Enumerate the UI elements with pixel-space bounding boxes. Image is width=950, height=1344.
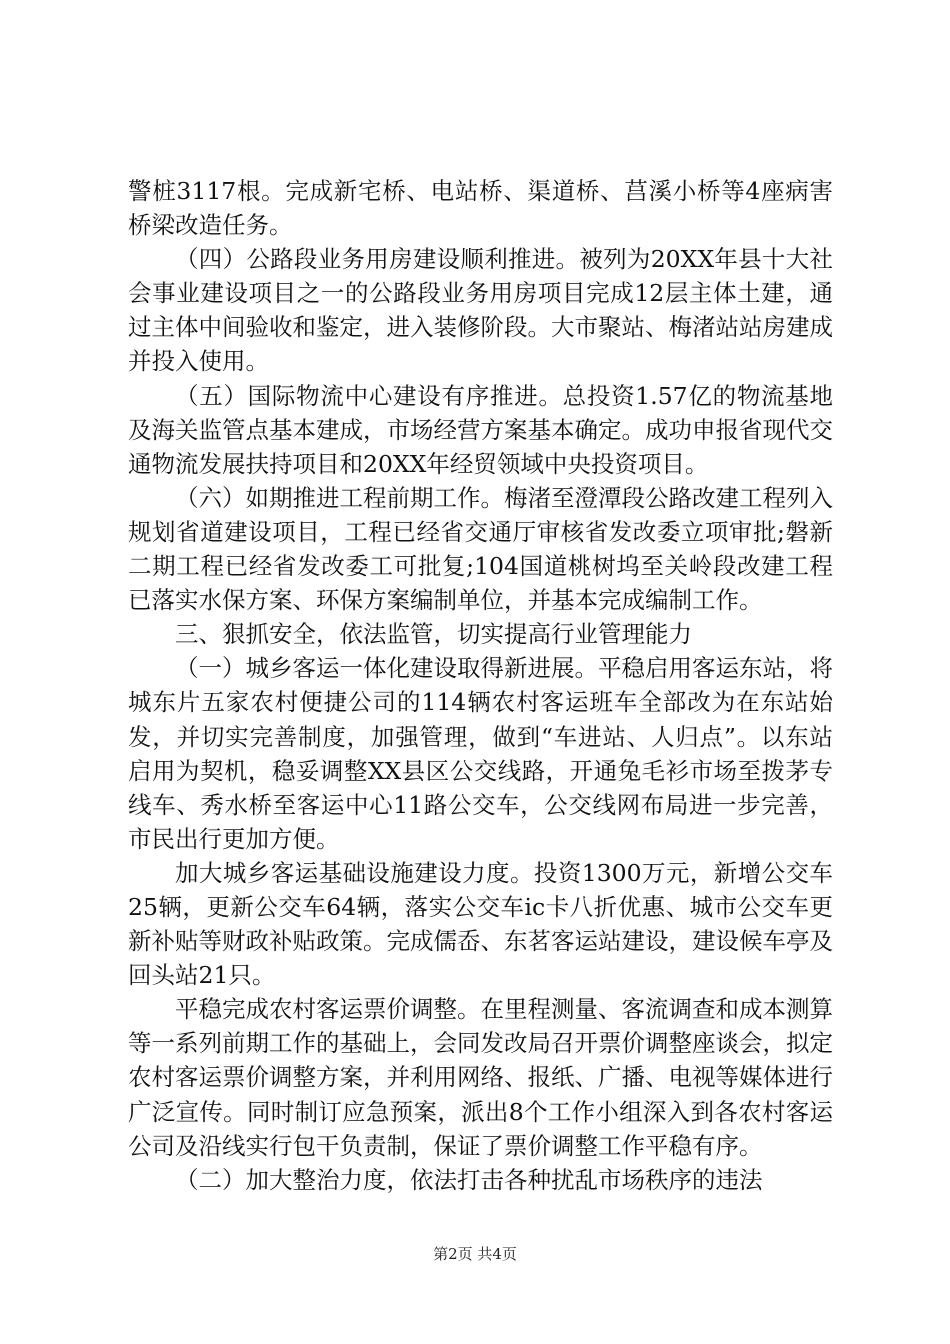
- paragraph-infrastructure: 加大城乡客运基础设施建设力度。投资1300万元，新增公交车25辆，更新公交车64辆，落实公交车ic卡八折优惠、城市公交车更新补贴等财政补贴政策。完成儒岙、东茗客运站建设，建设候车亭及回头站21只。: [128, 858, 833, 990]
- paragraph-subsection-2: （二）加大整治力度，依法打击各种扰乱市场秩序的违法: [175, 1165, 763, 1194]
- paragraph-section-5: （五）国际物流中心建设有序推进。总投资1.57亿的物流基地及海关监管点基本建成，市场经营方案基本确定。成功申报省现代交通物流发展扶持项目和20XX年经贸领域中央投资项目。: [128, 381, 833, 478]
- paragraph-section-6: （六）如期推进工程前期工作。梅渚至澄潭段公路改建工程列入规划省道建设项目，工程已经省交通厅审核省发改委立项审批;磐新二期工程已经省发改委工可批复;104国道桃树坞至关岭段改建工程已落实水保方案、环保方案编制单位，并基本完成编制工作。: [128, 483, 833, 615]
- page-footer: 第2页 共4页: [433, 1245, 517, 1263]
- section-heading-3: 三、狠抓安全，依法监管，切实提高行业管理能力: [175, 620, 692, 649]
- paragraph-continuation: 警桩3117根。完成新宅桥、电站桥、渠道桥、莒溪小桥等4座病害桥梁改造任务。: [128, 177, 833, 240]
- paragraph-subsection-1: （一）城乡客运一体化建设取得新进展。平稳启用客运东站，将城东片五家农村便捷公司的114辆农村客运班车全部改为在东站始发，并切实完善制度，加强管理，做到“车进站、人归点”。以东站启用为契机，稳妥调整XX县区公交线路，开通兔毛衫市场至拨茅专线车、秀水桥至客运中心11路公交车，公交线网布局进一步完善，市民出行更加方便。: [128, 654, 833, 853]
- paragraph-section-4: （四）公路段业务用房建设顺利推进。被列为20XX年县十大社会事业建设项目之一的公路段业务用房项目完成12层主体土建，通过主体中间验收和鉴定，进入装修阶段。大市聚站、梅渚站站房建成并投入使用。: [128, 245, 833, 376]
- paragraph-fare-adjustment: 平稳完成农村客运票价调整。在里程测量、客流调查和成本测算等一系列前期工作的基础上，会同发改局召开票价调整座谈会，拟定农村客运票价调整方案，并利用网络、报纸、广播、电视等媒体进行广泛宣传。同时制订应急预案，派出8个工作小组深入到各农村客运公司及沿线实行包干负责制，保证了票价调整工作平稳有序。: [128, 995, 833, 1160]
- document-body: [128, 174, 833, 1197]
